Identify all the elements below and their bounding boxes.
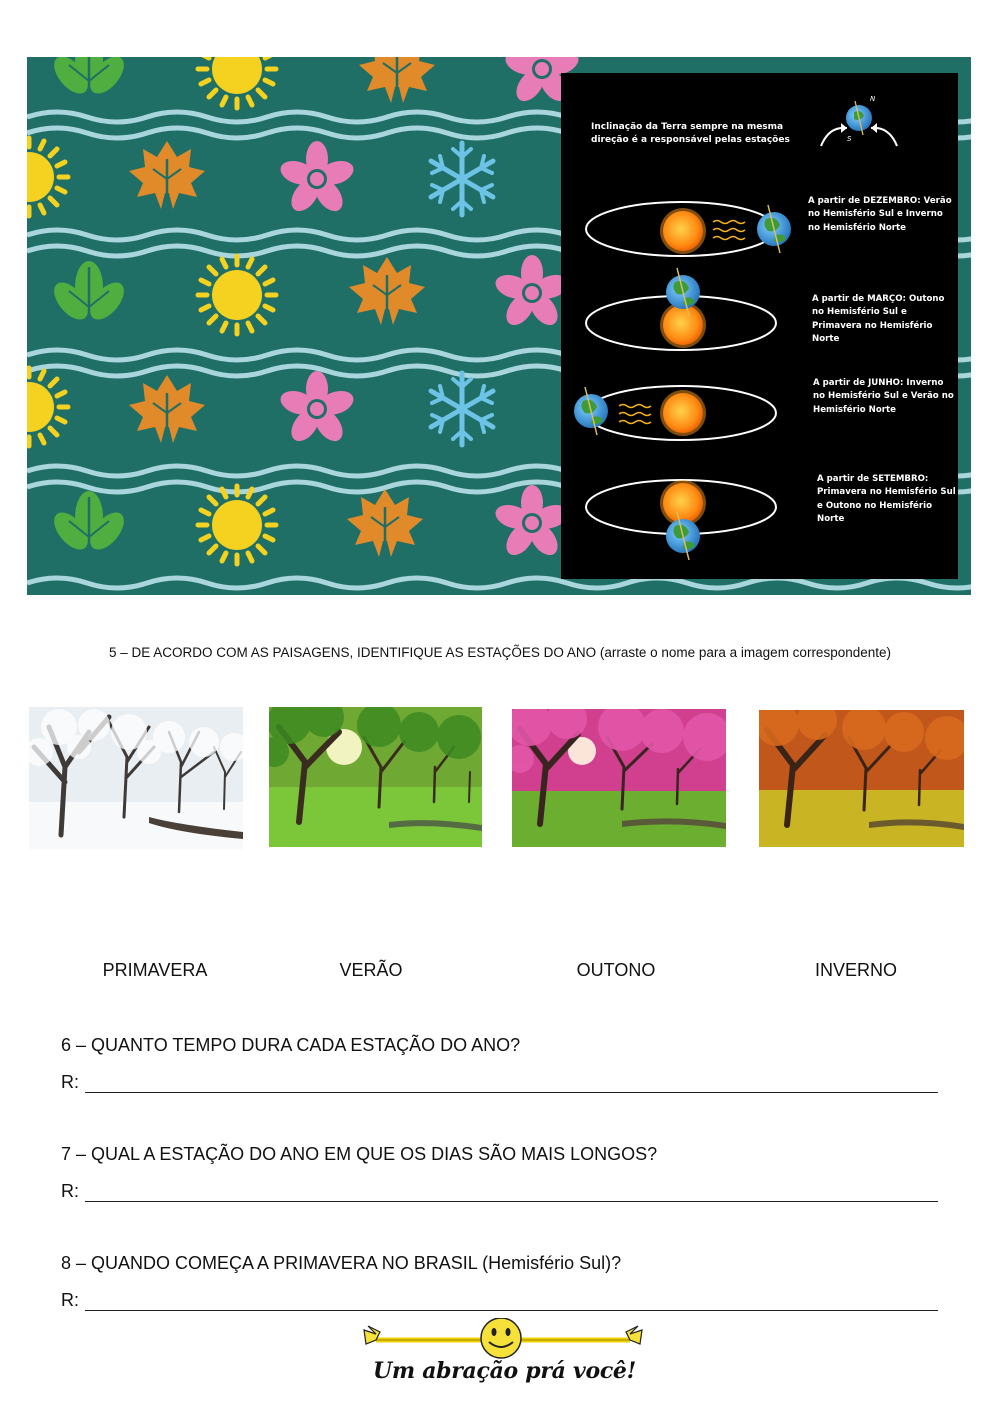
diagram-title: Inclinação da Terra sempre na mesma direção é a responsável pelas estações bbox=[591, 122, 790, 145]
caption-september: A partir de SETEMBRO: Primavera no Hemisfério Sul e Outono no Hemisfério Norte bbox=[817, 474, 956, 524]
smiley-hug-icon bbox=[358, 1318, 648, 1363]
winter-landscape-image[interactable] bbox=[29, 707, 243, 849]
caption-march: A partir de MARÇO: Outono no Hemisfério Sul e Primavera no Hemisfério Norte bbox=[812, 294, 945, 344]
south-label: S bbox=[847, 135, 852, 143]
north-label: N bbox=[870, 95, 876, 103]
answer-6-line[interactable] bbox=[85, 1075, 938, 1093]
answer-7-line[interactable] bbox=[85, 1184, 938, 1202]
caption-june: A partir de JUNHO: Inverno no Hemisfério Sul e Verão no Hemisfério Norte bbox=[813, 378, 954, 415]
earth-tilt-diagram bbox=[561, 73, 958, 579]
answer-7-field[interactable] bbox=[61, 1181, 938, 1202]
caption-december: A partir de DEZEMBRO: Verão no Hemisfério Sul e Inverno no Hemisfério Norte bbox=[808, 196, 952, 233]
answer-6-label: R: bbox=[61, 1072, 79, 1092]
answer-8-field[interactable] bbox=[61, 1290, 938, 1311]
season-label-inverno[interactable]: INVERNO bbox=[814, 960, 897, 980]
footer-hug-message bbox=[358, 1318, 648, 1398]
season-label-primavera[interactable]: PRIMAVERA bbox=[102, 960, 208, 980]
summer-landscape-image[interactable] bbox=[269, 707, 482, 847]
question-6: 6 – QUANTO TEMPO DURA CADA ESTAÇÃO DO ANO? bbox=[61, 1035, 521, 1055]
answer-7-label: R: bbox=[61, 1181, 79, 1201]
footer-message: Um abração prá você! bbox=[373, 1358, 636, 1384]
question-8: 8 – QUANDO COMEÇA A PRIMAVERA NO BRASIL (Hemisfério Sul)? bbox=[61, 1253, 622, 1273]
answer-8-line[interactable] bbox=[85, 1293, 938, 1311]
season-label-outono[interactable]: OUTONO bbox=[576, 960, 656, 980]
answer-8-label: R: bbox=[61, 1290, 79, 1310]
question-7: 7 – QUAL A ESTAÇÃO DO ANO EM QUE OS DIAS SÃO MAIS LONGOS? bbox=[61, 1144, 658, 1164]
autumn-landscape-image[interactable] bbox=[759, 710, 964, 847]
seasons-banner bbox=[27, 57, 971, 595]
question-5-instruction: 5 – DE ACORDO COM AS PAISAGENS, IDENTIFIQUE AS ESTAÇÕES DO ANO (arraste o nome para a imagem correspondente) bbox=[108, 645, 891, 660]
answer-6-field[interactable] bbox=[61, 1072, 938, 1093]
season-label-verao[interactable]: VERÃO bbox=[339, 960, 403, 980]
spring-landscape-image[interactable] bbox=[512, 709, 726, 847]
